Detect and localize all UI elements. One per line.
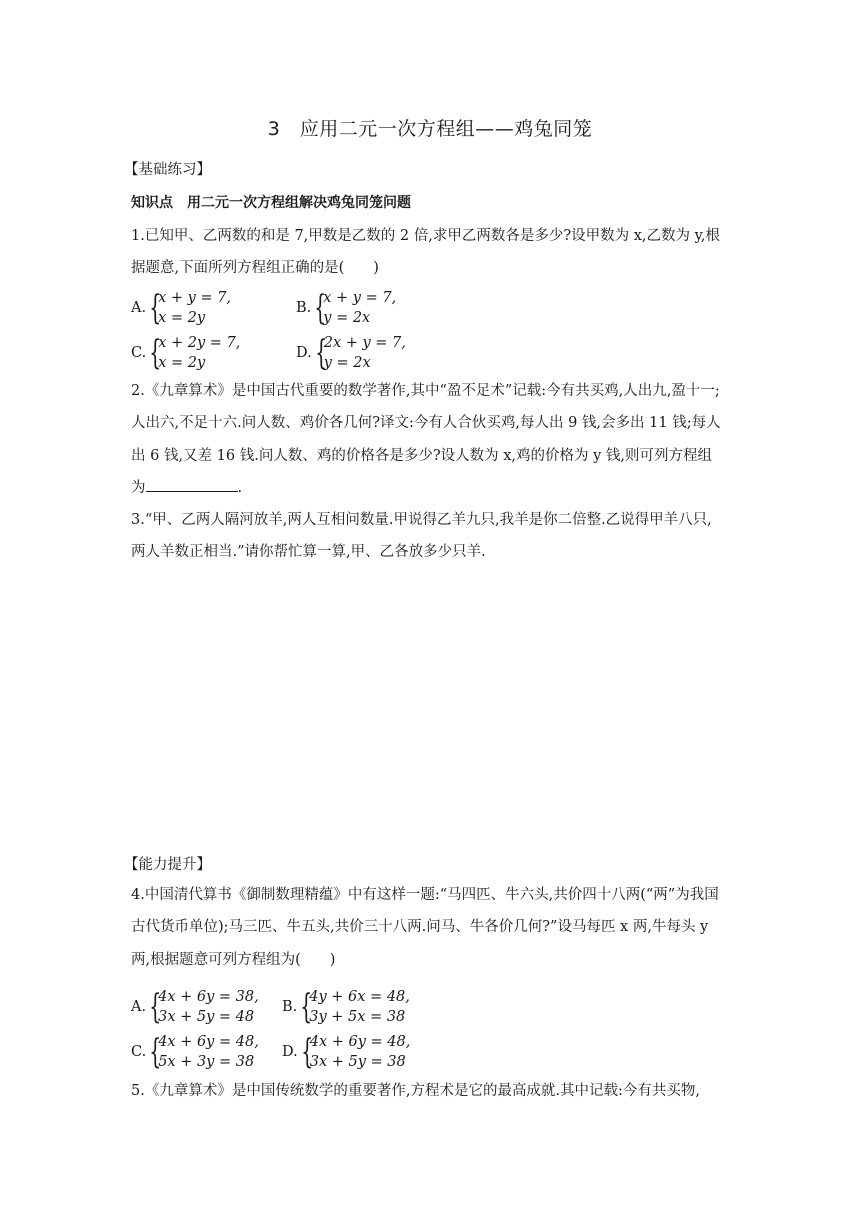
page-title: 3 应用二元一次方程组——鸡兔同笼 — [267, 118, 593, 140]
equation: 5x + 3y = 38 — [158, 1054, 255, 1070]
equation-system — [158, 1032, 259, 1072]
question-line: 两人羊数正相当.”请你帮忙算一算,甲、乙各放多少只羊. — [131, 544, 486, 561]
question-line: 人出六,不足十六.问人数、鸡价各几何?译文:今有人合伙买鸡,每人出 9 钱,会多出 11 钱;每人 — [131, 415, 721, 432]
q1-option-a[interactable] — [131, 288, 231, 328]
brace-icon: { — [300, 987, 313, 1027]
question-1-text — [131, 220, 736, 285]
ability-section: 【能力提升】 — [124, 857, 211, 873]
equation-system — [323, 288, 396, 328]
question-line: 两,根据题意可列方程组为( ) — [131, 951, 336, 968]
option-label: D. — [282, 1044, 298, 1060]
question-line: 3.“甲、乙两人隔河放羊,两人互相问数量.甲说得乙羊九只,我羊是你二倍整.乙说得甲羊八只, — [131, 512, 712, 528]
q1-option-c[interactable] — [131, 333, 240, 373]
question-line: 2.《九章算术》是中国古代重要的数学著作,其中“盈不足术”记载:今有共买鸡,人出九,盈十一; — [131, 383, 720, 399]
question-4-text — [131, 879, 736, 976]
option-label: C. — [131, 1044, 147, 1060]
equation: 3x + 5y = 48 — [158, 1009, 255, 1025]
brace-icon: { — [314, 288, 327, 328]
answer-blank[interactable] — [146, 475, 238, 492]
brace-icon: { — [149, 1032, 162, 1072]
equation: x + y = 7, — [158, 290, 232, 306]
equation-system — [158, 333, 240, 373]
q4-option-b[interactable] — [282, 987, 410, 1027]
option-label: B. — [296, 300, 312, 316]
question-line — [131, 472, 736, 504]
equation: 4x + 6y = 48, — [309, 1034, 411, 1050]
brace-icon: { — [149, 288, 162, 328]
q1-option-d[interactable] — [296, 333, 406, 373]
question-line: 4.中国清代算书《御制数理精蕴》中有这样一题:“马四匹、牛六头,共价四十八两(“两”为我国 — [131, 887, 719, 903]
equation: 4x + 6y = 48, — [158, 1034, 259, 1050]
equation-system — [158, 987, 259, 1027]
question-5-text — [131, 1075, 736, 1107]
equation: 2x + y = 7, — [323, 335, 406, 351]
brace-icon: { — [314, 333, 327, 373]
question-2-text — [131, 375, 736, 504]
question-line: 1.已知甲、乙两数的和是 7,甲数是乙数的 2 倍,求甲乙两数各是多少?设甲数为 x,乙数为 y,根 — [131, 228, 720, 244]
equation-system — [309, 987, 410, 1027]
question-line: 据题意,下面所列方程组正确的是( ) — [131, 260, 379, 277]
equation: x = 2y — [158, 310, 206, 326]
equation: 4y + 6x = 48, — [309, 989, 410, 1005]
question-3-text — [131, 504, 736, 569]
question-line: 古代货币单位);马三匹、牛五头,共价三十八两.问马、牛各价几何?”设马每匹 x 两,牛每头 y — [131, 919, 709, 936]
q4-option-a[interactable] — [131, 987, 259, 1027]
equation: x = 2y — [158, 355, 206, 371]
q4-option-d[interactable] — [282, 1032, 410, 1072]
equation-system — [158, 288, 231, 328]
equation-system — [324, 333, 406, 373]
equation: x + 2y = 7, — [158, 335, 241, 351]
equation-system — [310, 1032, 411, 1072]
option-label: A. — [131, 300, 147, 316]
brace-icon: { — [149, 333, 162, 373]
answer-prefix: 为 — [131, 479, 146, 496]
knowledge-point-heading: 知识点 用二元一次方程组解决鸡兔同笼问题 — [131, 195, 411, 211]
equation: 4x + 6y = 38, — [158, 989, 259, 1005]
option-label: D. — [296, 345, 312, 361]
q4-option-c[interactable] — [131, 1032, 259, 1072]
option-label: B. — [282, 999, 298, 1015]
basic-practice-section: 【基础练习】 — [124, 162, 211, 178]
equation: y = 2x — [323, 310, 371, 326]
question-line: 出 6 钱,又差 16 钱.问人数、鸡的价格各是多少?设人数为 x,鸡的价格为 y 钱,则可列方程组 — [131, 447, 713, 464]
question-line: 5.《九章算术》是中国传统数学的重要著作,方程术是它的最高成就.其中记载:今有共买物, — [131, 1083, 701, 1099]
option-label: C. — [131, 345, 147, 361]
equation: y = 2x — [323, 355, 371, 371]
equation: x + y = 7, — [323, 290, 397, 306]
answer-suffix: . — [237, 479, 243, 496]
equation: 3y + 5x = 38 — [309, 1009, 406, 1025]
q1-option-b[interactable] — [296, 288, 396, 328]
brace-icon: { — [300, 1032, 313, 1072]
brace-icon: { — [149, 987, 162, 1027]
option-label: A. — [131, 999, 147, 1015]
equation: 3x + 5y = 38 — [309, 1054, 406, 1070]
